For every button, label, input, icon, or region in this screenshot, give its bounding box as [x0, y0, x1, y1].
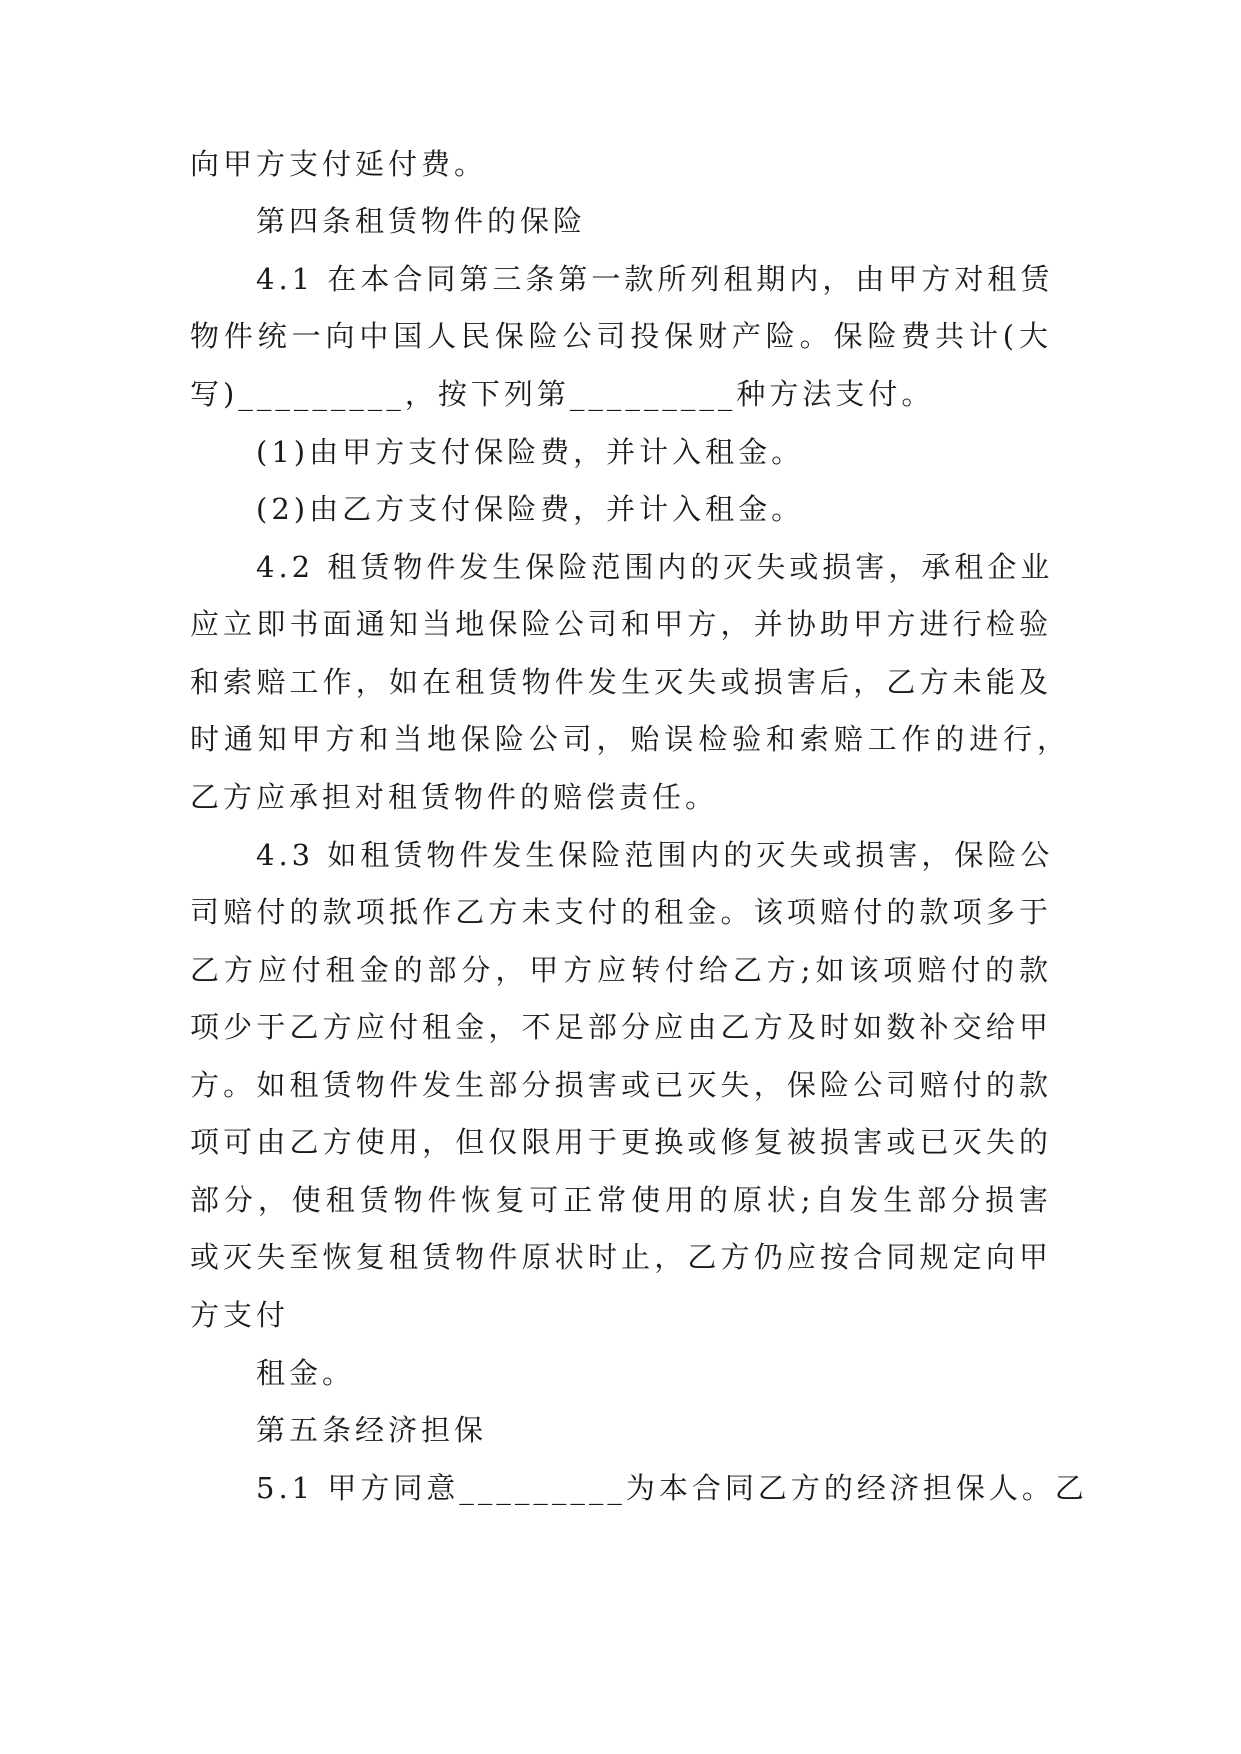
- list-item: (1)由甲方支付保险费，并计入租金。: [256, 435, 805, 469]
- list-item: (2)由乙方支付保险费，并计入租金。: [256, 492, 805, 526]
- text-line: 向甲方支付延付费。: [190, 147, 488, 181]
- text-line: 写)_________，按下列第_________种方法支付。: [190, 377, 935, 411]
- text-line: 部分，使租赁物件恢复可正常使用的原状;自发生部分损害: [190, 1183, 1052, 1217]
- text-line: 5.1 甲方同意_________为本合同乙方的经济担保人。乙: [256, 1471, 1088, 1505]
- text-line: 或灭失至恢复租赁物件原状时止，乙方仍应按合同规定向甲: [190, 1240, 1052, 1274]
- text-line: 方支付: [190, 1298, 290, 1332]
- text-line: 租金。: [256, 1356, 356, 1390]
- text-line: 乙方应承担对租赁物件的赔偿责任。: [190, 780, 719, 814]
- section-heading: 第四条租赁物件的保险: [256, 204, 587, 238]
- text-line: 时通知甲方和当地保险公司，贻误检验和索赔工作的进行，: [190, 722, 1070, 756]
- text-line: 和索赔工作，如在租赁物件发生灭失或损害后，乙方未能及: [190, 665, 1052, 699]
- text-line: 项少于乙方应付租金，不足部分应由乙方及时如数补交给甲: [190, 1010, 1052, 1044]
- text-line: 4.1 在本合同第三条第一款所列租期内，由甲方对租赁: [256, 262, 1054, 296]
- text-line: 4.2 租赁物件发生保险范围内的灭失或损害，承租企业: [256, 550, 1054, 584]
- section-heading: 第五条经济担保: [256, 1413, 488, 1447]
- text-line: 项可由乙方使用，但仅限用于更换或修复被损害或已灭失的: [190, 1125, 1052, 1159]
- text-line: 司赔付的款项抵作乙方未支付的租金。该项赔付的款项多于: [190, 895, 1052, 929]
- text-line: 物件统一向中国人民保险公司投保财产险。保险费共计(大: [190, 319, 1052, 353]
- text-line: 4.3 如租赁物件发生保险范围内的灭失或损害，保险公: [256, 838, 1054, 872]
- text-line: 应立即书面通知当地保险公司和甲方，并协助甲方进行检验: [190, 607, 1052, 641]
- text-line: 方。如租赁物件发生部分损害或已灭失，保险公司赔付的款: [190, 1068, 1052, 1102]
- text-line: 乙方应付租金的部分，甲方应转付给乙方;如该项赔付的款: [190, 953, 1052, 987]
